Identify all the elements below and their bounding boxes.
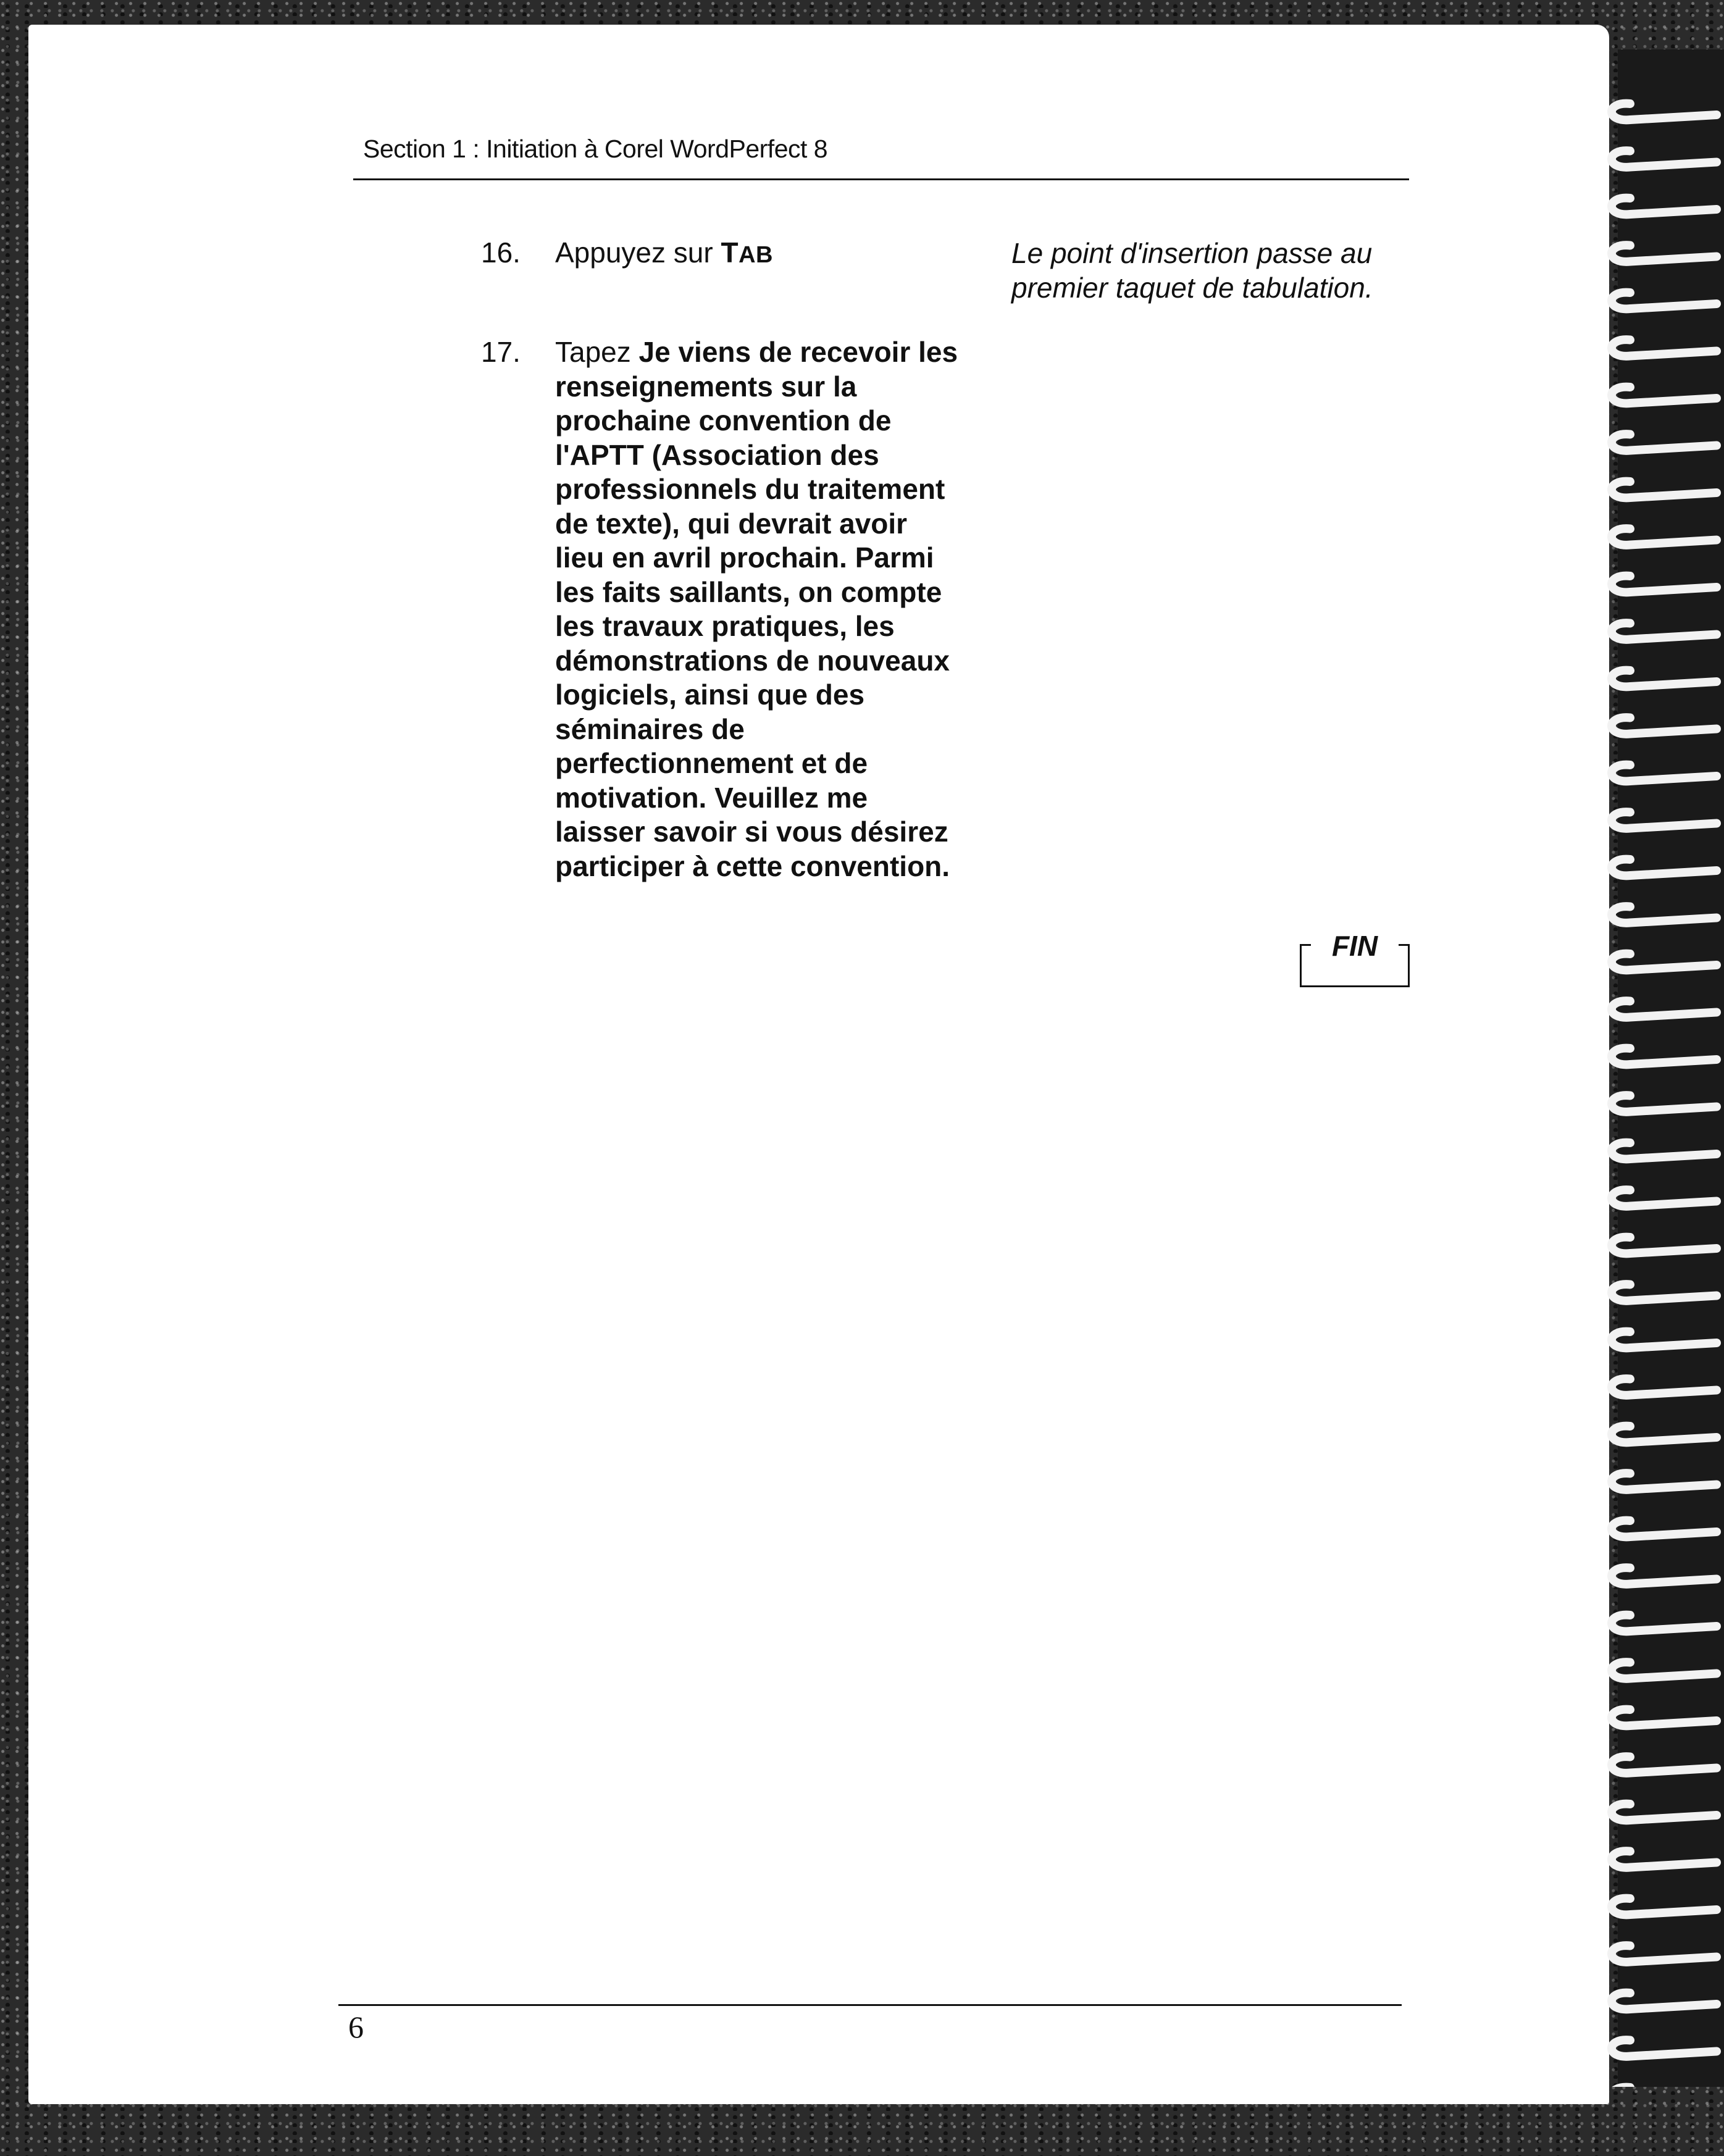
end-marker-box xyxy=(1300,930,1410,987)
step-17-instruction xyxy=(555,335,963,884)
step-16-instruction xyxy=(555,236,773,273)
tab-key-label: TAB xyxy=(721,236,773,269)
step-16-number: 16. xyxy=(481,236,521,269)
end-marker-label: FIN xyxy=(1331,930,1378,962)
step-17-action: Tapez xyxy=(555,336,639,368)
header-divider xyxy=(353,178,1409,180)
step-16-action: Appuyez sur xyxy=(555,236,721,269)
page-number: 6 xyxy=(348,2010,364,2044)
footer-divider xyxy=(338,2004,1402,2006)
document-page xyxy=(28,25,1609,2104)
page-header-title: Section 1 : Initiation à Corel WordPerfect 8 xyxy=(363,135,828,163)
step-16-note: Le point d'insertion passe au premier taquet de tabulation. xyxy=(1011,237,1373,304)
spiral-binding xyxy=(1593,49,1724,2087)
step-17-typed-text: Je viens de recevoir les renseignements sur la prochaine convention de l'APTT (Association des professionnels du traitement de texte), qui devrait avoir lieu en avril prochain. Parmi les faits saillants, on compte les travaux pratiques, les démonstrations de nouveaux logiciels, ainsi que des séminaires de perfectionnement et de motivation. Veuillez me laisser savoir si vous désirez participer à cette convention. xyxy=(555,336,958,882)
step-17-number: 17. xyxy=(481,336,521,368)
